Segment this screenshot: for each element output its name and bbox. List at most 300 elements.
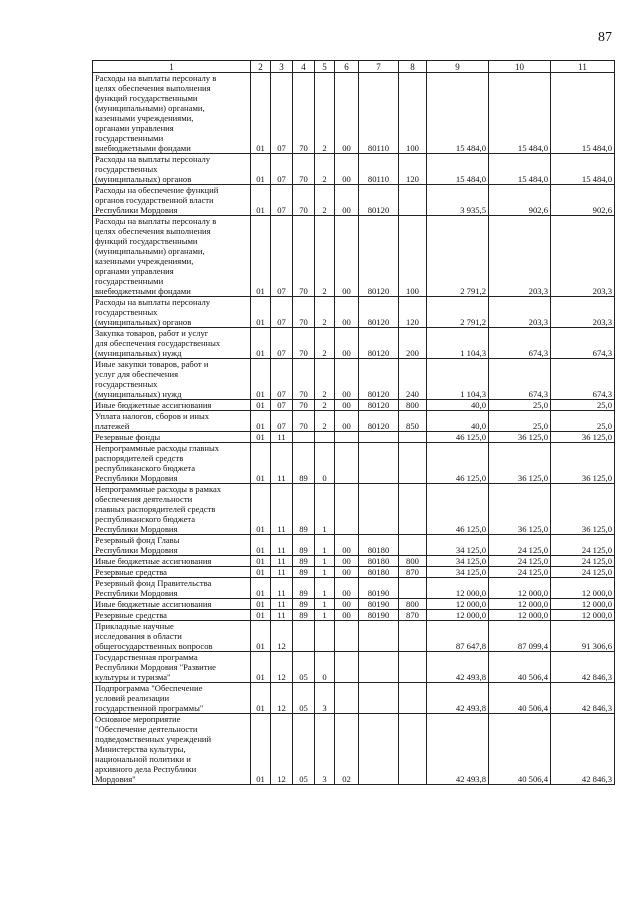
table-row	[93, 714, 615, 785]
cell-subprogram: 1	[315, 535, 335, 556]
row-name	[93, 556, 251, 567]
cell-direction: 80120	[359, 216, 399, 297]
cell-program: 70	[293, 328, 315, 359]
row-name-line: Прикладные научные	[95, 621, 174, 631]
cell-subprogram: 1	[315, 567, 335, 578]
cell-subsection: 11	[271, 599, 293, 610]
table-row	[93, 621, 615, 652]
cell-amount-col10: 40 506,4	[489, 683, 551, 714]
cell-program: 89	[293, 578, 315, 599]
row-name-line: (муниципальными) органами,	[95, 246, 205, 256]
cell-section: 01	[251, 400, 271, 411]
cell-amount-col9: 2 791,2	[427, 216, 489, 297]
row-name	[93, 578, 251, 599]
cell-amount-col9: 42 493,8	[427, 714, 489, 785]
cell-amount-col10: 24 125,0	[489, 567, 551, 578]
row-name-line: Республики Мордовия "Развитие	[95, 662, 216, 672]
cell-amount-col11: 24 125,0	[551, 567, 615, 578]
table-row	[93, 443, 615, 484]
cell-expense-type: 870	[399, 610, 427, 621]
cell-expense-type: 200	[399, 328, 427, 359]
cell-amount-col9: 15 484,0	[427, 154, 489, 185]
column-header-9: 9	[427, 61, 489, 73]
column-header-8: 8	[399, 61, 427, 73]
row-name-line: (муниципальными) органами,	[95, 103, 205, 113]
cell-subprogram: 1	[315, 578, 335, 599]
cell-direction: 80120	[359, 411, 399, 432]
cell-subprogram	[315, 432, 335, 443]
cell-direction: 80110	[359, 73, 399, 154]
cell-amount-col10: 12 000,0	[489, 578, 551, 599]
row-name-line: Непрограммные расходы главных	[95, 443, 220, 453]
cell-amount-col10: 902,6	[489, 185, 551, 216]
row-name-line: государственными	[95, 276, 164, 286]
row-name-line: Мордовия"	[95, 774, 136, 784]
cell-direction	[359, 683, 399, 714]
row-name-line: Республики Мордовия	[95, 205, 178, 215]
cell-subsection: 07	[271, 216, 293, 297]
row-name-line: (муниципальных) нужд	[95, 348, 182, 358]
table-header-row	[93, 61, 615, 73]
cell-amount-col11: 674,3	[551, 328, 615, 359]
cell-amount-col9: 87 647,8	[427, 621, 489, 652]
cell-amount-col9: 1 104,3	[427, 328, 489, 359]
cell-amount-col9: 46 125,0	[427, 484, 489, 535]
column-header-10: 10	[489, 61, 551, 73]
cell-amount-col9: 40,0	[427, 411, 489, 432]
row-name	[93, 621, 251, 652]
row-name	[93, 652, 251, 683]
cell-subsection: 07	[271, 411, 293, 432]
cell-section: 01	[251, 578, 271, 599]
table-row	[93, 535, 615, 556]
cell-amount-col9: 3 935,5	[427, 185, 489, 216]
cell-event: 00	[335, 556, 359, 567]
row-name	[93, 599, 251, 610]
cell-section: 01	[251, 621, 271, 652]
row-name	[93, 567, 251, 578]
cell-section: 01	[251, 714, 271, 785]
cell-direction: 80120	[359, 359, 399, 400]
cell-subprogram: 2	[315, 154, 335, 185]
cell-amount-col11: 91 306,6	[551, 621, 615, 652]
cell-amount-col10: 25,0	[489, 400, 551, 411]
cell-event: 00	[335, 400, 359, 411]
cell-amount-col10: 40 506,4	[489, 652, 551, 683]
table-row	[93, 411, 615, 432]
cell-amount-col9: 12 000,0	[427, 578, 489, 599]
cell-expense-type: 120	[399, 297, 427, 328]
table-row	[93, 359, 615, 400]
cell-expense-type: 800	[399, 556, 427, 567]
cell-event: 00	[335, 411, 359, 432]
cell-section: 01	[251, 556, 271, 567]
cell-amount-col11: 25,0	[551, 411, 615, 432]
row-name-line: условий реализации	[95, 693, 170, 703]
table-row	[93, 683, 615, 714]
row-name-line: казенными учреждениями,	[95, 256, 194, 266]
cell-event: 00	[335, 578, 359, 599]
cell-amount-col10: 12 000,0	[489, 610, 551, 621]
row-name-line: органов государственной власти	[95, 195, 214, 205]
cell-program: 05	[293, 683, 315, 714]
column-header-1: 1	[93, 61, 251, 73]
cell-amount-col10: 15 484,0	[489, 154, 551, 185]
row-name	[93, 400, 251, 411]
row-name-line: (муниципальных) органов	[95, 317, 192, 327]
cell-expense-type: 800	[399, 400, 427, 411]
cell-subprogram: 2	[315, 400, 335, 411]
cell-program: 89	[293, 443, 315, 484]
cell-direction: 80120	[359, 328, 399, 359]
cell-amount-col11: 42 846,3	[551, 652, 615, 683]
cell-event	[335, 621, 359, 652]
row-name-line: главных распорядителей средств	[95, 504, 216, 514]
cell-amount-col11: 25,0	[551, 400, 615, 411]
cell-direction	[359, 652, 399, 683]
cell-expense-type	[399, 484, 427, 535]
cell-amount-col11: 36 125,0	[551, 432, 615, 443]
cell-expense-type: 100	[399, 216, 427, 297]
cell-subsection: 12	[271, 652, 293, 683]
cell-direction	[359, 621, 399, 652]
cell-program: 70	[293, 185, 315, 216]
cell-event: 00	[335, 185, 359, 216]
cell-section: 01	[251, 328, 271, 359]
column-header-3: 3	[271, 61, 293, 73]
row-name	[93, 610, 251, 621]
cell-amount-col9: 42 493,8	[427, 683, 489, 714]
cell-event: 00	[335, 567, 359, 578]
cell-amount-col10: 36 125,0	[489, 432, 551, 443]
cell-subsection: 07	[271, 185, 293, 216]
cell-amount-col9: 12 000,0	[427, 599, 489, 610]
cell-direction	[359, 432, 399, 443]
cell-event: 00	[335, 610, 359, 621]
page-number: 87	[598, 30, 612, 45]
cell-direction: 80190	[359, 578, 399, 599]
cell-event	[335, 683, 359, 714]
row-name-line: Резервные средства	[95, 610, 167, 620]
row-name	[93, 683, 251, 714]
cell-program: 70	[293, 216, 315, 297]
cell-direction	[359, 443, 399, 484]
cell-amount-col10: 36 125,0	[489, 443, 551, 484]
cell-subprogram: 0	[315, 652, 335, 683]
cell-program	[293, 621, 315, 652]
cell-section: 01	[251, 567, 271, 578]
cell-section: 01	[251, 297, 271, 328]
column-header-7: 7	[359, 61, 399, 73]
cell-amount-col9: 34 125,0	[427, 535, 489, 556]
row-name-line: внебюджетными фондами	[95, 286, 191, 296]
row-name-line: распорядителей средств	[95, 453, 184, 463]
cell-subprogram: 2	[315, 411, 335, 432]
row-name-line: (муниципальных) органов	[95, 174, 192, 184]
cell-subprogram: 1	[315, 556, 335, 567]
row-name-line: Республики Мордовия	[95, 588, 178, 598]
cell-subprogram: 2	[315, 328, 335, 359]
cell-event: 00	[335, 599, 359, 610]
row-name-line: Резервные фонды	[95, 432, 161, 442]
cell-amount-col9: 34 125,0	[427, 556, 489, 567]
table-row	[93, 578, 615, 599]
row-name-line: государственных	[95, 164, 158, 174]
table-row	[93, 652, 615, 683]
cell-expense-type	[399, 432, 427, 443]
cell-subsection: 12	[271, 621, 293, 652]
row-name	[93, 411, 251, 432]
cell-subsection: 12	[271, 683, 293, 714]
row-name-line: общегосударственных вопросов	[95, 641, 213, 651]
cell-amount-col10: 40 506,4	[489, 714, 551, 785]
cell-direction: 80180	[359, 556, 399, 567]
cell-amount-col11: 12 000,0	[551, 599, 615, 610]
row-name-line: Резервный фонд Главы	[95, 535, 180, 545]
cell-amount-col10: 36 125,0	[489, 484, 551, 535]
cell-subprogram: 1	[315, 599, 335, 610]
cell-amount-col11: 36 125,0	[551, 443, 615, 484]
row-name-line: Республики Мордовия	[95, 545, 178, 555]
row-name-line: Подпрограмма "Обеспечение	[95, 683, 203, 693]
row-name-line: государственных	[95, 379, 158, 389]
cell-program: 05	[293, 714, 315, 785]
table-row	[93, 610, 615, 621]
cell-direction: 80180	[359, 535, 399, 556]
table-row	[93, 400, 615, 411]
cell-direction: 80120	[359, 185, 399, 216]
cell-amount-col11: 42 846,3	[551, 714, 615, 785]
row-name-line: платежей	[95, 421, 130, 431]
cell-amount-col11: 12 000,0	[551, 578, 615, 599]
cell-amount-col10: 87 099,4	[489, 621, 551, 652]
cell-amount-col11: 42 846,3	[551, 683, 615, 714]
cell-section: 01	[251, 73, 271, 154]
row-name	[93, 297, 251, 328]
table-row	[93, 154, 615, 185]
cell-program: 70	[293, 154, 315, 185]
row-name-line: Министерства культуры,	[95, 744, 186, 754]
row-name-line: "Обеспечение деятельности	[95, 724, 198, 734]
cell-section: 01	[251, 216, 271, 297]
row-name-line: республиканского бюджета	[95, 514, 196, 524]
cell-direction: 80110	[359, 154, 399, 185]
cell-event: 00	[335, 73, 359, 154]
cell-expense-type: 100	[399, 73, 427, 154]
row-name-line: Резервный фонд Правительства	[95, 578, 212, 588]
cell-amount-col10: 203,3	[489, 216, 551, 297]
cell-section: 01	[251, 652, 271, 683]
row-name-line: для обеспечения государственных	[95, 338, 221, 348]
row-name-line: Резервные средства	[95, 567, 167, 577]
cell-section: 01	[251, 432, 271, 443]
cell-amount-col9: 34 125,0	[427, 567, 489, 578]
cell-program: 70	[293, 400, 315, 411]
cell-program: 89	[293, 535, 315, 556]
row-name-line: исследования в области	[95, 631, 182, 641]
row-name-line: функций государственными	[95, 93, 198, 103]
table-row	[93, 297, 615, 328]
cell-program	[293, 432, 315, 443]
cell-section: 01	[251, 535, 271, 556]
cell-section: 01	[251, 185, 271, 216]
cell-subsection: 11	[271, 535, 293, 556]
table-row	[93, 432, 615, 443]
column-header-6: 6	[335, 61, 359, 73]
cell-event	[335, 484, 359, 535]
column-header-11: 11	[551, 61, 615, 73]
row-name-line: (муниципальных) нужд	[95, 389, 182, 399]
cell-section: 01	[251, 610, 271, 621]
cell-expense-type: 850	[399, 411, 427, 432]
row-name	[93, 328, 251, 359]
cell-program: 89	[293, 599, 315, 610]
cell-event: 00	[335, 535, 359, 556]
cell-expense-type	[399, 714, 427, 785]
cell-amount-col9: 15 484,0	[427, 73, 489, 154]
cell-event	[335, 652, 359, 683]
cell-amount-col10: 674,3	[489, 328, 551, 359]
cell-amount-col9: 42 493,8	[427, 652, 489, 683]
table-row	[93, 328, 615, 359]
cell-amount-col11: 24 125,0	[551, 556, 615, 567]
table-body	[93, 61, 615, 785]
cell-subprogram: 2	[315, 216, 335, 297]
column-header-4: 4	[293, 61, 315, 73]
row-name-line: Республики Мордовия	[95, 524, 178, 534]
row-name	[93, 443, 251, 484]
row-name-line: подведомственных учреждений	[95, 734, 212, 744]
cell-subsection: 07	[271, 154, 293, 185]
row-name-line: Иные бюджетные ассигнования	[95, 599, 212, 609]
cell-expense-type	[399, 535, 427, 556]
cell-subsection: 12	[271, 714, 293, 785]
cell-program: 70	[293, 411, 315, 432]
row-name-line: Государственная программа	[95, 652, 198, 662]
cell-program: 89	[293, 556, 315, 567]
cell-amount-col11: 203,3	[551, 216, 615, 297]
row-name	[93, 484, 251, 535]
cell-amount-col11: 674,3	[551, 359, 615, 400]
table-row	[93, 73, 615, 154]
cell-direction	[359, 714, 399, 785]
table-row	[93, 599, 615, 610]
row-name-line: культуры и туризма"	[95, 672, 171, 682]
cell-event	[335, 432, 359, 443]
cell-subprogram: 2	[315, 185, 335, 216]
cell-event: 00	[335, 154, 359, 185]
row-name	[93, 216, 251, 297]
cell-subprogram: 1	[315, 484, 335, 535]
row-name-line: национальной политики и	[95, 754, 191, 764]
cell-amount-col10: 203,3	[489, 297, 551, 328]
cell-direction: 80180	[359, 567, 399, 578]
cell-amount-col9: 1 104,3	[427, 359, 489, 400]
cell-expense-type: 870	[399, 567, 427, 578]
cell-subsection: 07	[271, 328, 293, 359]
cell-amount-col10: 12 000,0	[489, 599, 551, 610]
row-name-line: Республики Мордовия	[95, 473, 178, 483]
cell-subprogram: 2	[315, 73, 335, 154]
cell-amount-col10: 25,0	[489, 411, 551, 432]
cell-expense-type: 800	[399, 599, 427, 610]
cell-subprogram: 2	[315, 297, 335, 328]
row-name-line: услуг для обеспечения	[95, 369, 179, 379]
cell-event: 02	[335, 714, 359, 785]
cell-program: 05	[293, 652, 315, 683]
cell-program: 70	[293, 73, 315, 154]
budget-table	[92, 60, 615, 785]
cell-section: 01	[251, 411, 271, 432]
cell-amount-col10: 674,3	[489, 359, 551, 400]
row-name-line: органами управления	[95, 266, 174, 276]
cell-event: 00	[335, 216, 359, 297]
cell-expense-type	[399, 652, 427, 683]
cell-event: 00	[335, 359, 359, 400]
cell-program: 89	[293, 484, 315, 535]
cell-amount-col9: 2 791,2	[427, 297, 489, 328]
cell-amount-col10: 24 125,0	[489, 556, 551, 567]
cell-program: 70	[293, 359, 315, 400]
cell-expense-type: 240	[399, 359, 427, 400]
row-name	[93, 535, 251, 556]
row-name-line: целях обеспечения выполнения	[95, 226, 211, 236]
cell-subsection: 11	[271, 556, 293, 567]
row-name-line: Расходы на обеспечение функций	[95, 185, 219, 195]
table-row	[93, 567, 615, 578]
table-row	[93, 185, 615, 216]
row-name-line: Закупка товаров, работ и услуг	[95, 328, 209, 338]
cell-amount-col11: 12 000,0	[551, 610, 615, 621]
row-name	[93, 185, 251, 216]
cell-direction	[359, 484, 399, 535]
cell-section: 01	[251, 359, 271, 400]
row-name-line: Расходы на выплаты персоналу в	[95, 216, 217, 226]
row-name-line: Непрограммные расходы в рамках	[95, 484, 222, 494]
cell-amount-col11: 36 125,0	[551, 484, 615, 535]
row-name	[93, 359, 251, 400]
row-name-line: Иные бюджетные ассигнования	[95, 556, 212, 566]
cell-subsection: 07	[271, 359, 293, 400]
cell-amount-col11: 24 125,0	[551, 535, 615, 556]
row-name-line: Расходы на выплаты персоналу в	[95, 73, 217, 83]
column-header-5: 5	[315, 61, 335, 73]
cell-subsection: 11	[271, 484, 293, 535]
row-name-line: функций государственными	[95, 236, 198, 246]
cell-expense-type	[399, 185, 427, 216]
cell-amount-col11: 203,3	[551, 297, 615, 328]
table-row	[93, 556, 615, 567]
cell-section: 01	[251, 599, 271, 610]
row-name-line: Иные закупки товаров, работ и	[95, 359, 209, 369]
cell-event	[335, 443, 359, 484]
cell-subprogram: 3	[315, 683, 335, 714]
cell-event: 00	[335, 328, 359, 359]
cell-expense-type	[399, 621, 427, 652]
row-name	[93, 154, 251, 185]
cell-amount-col10: 24 125,0	[489, 535, 551, 556]
row-name-line: государственными	[95, 133, 164, 143]
cell-subsection: 11	[271, 443, 293, 484]
row-name-line: архивного дела Республики	[95, 764, 197, 774]
cell-subsection: 07	[271, 297, 293, 328]
row-name-line: Основное мероприятие	[95, 714, 181, 724]
cell-subsection: 07	[271, 400, 293, 411]
cell-amount-col11: 15 484,0	[551, 73, 615, 154]
cell-amount-col9: 46 125,0	[427, 432, 489, 443]
column-header-2: 2	[251, 61, 271, 73]
row-name-line: органами управления	[95, 123, 174, 133]
